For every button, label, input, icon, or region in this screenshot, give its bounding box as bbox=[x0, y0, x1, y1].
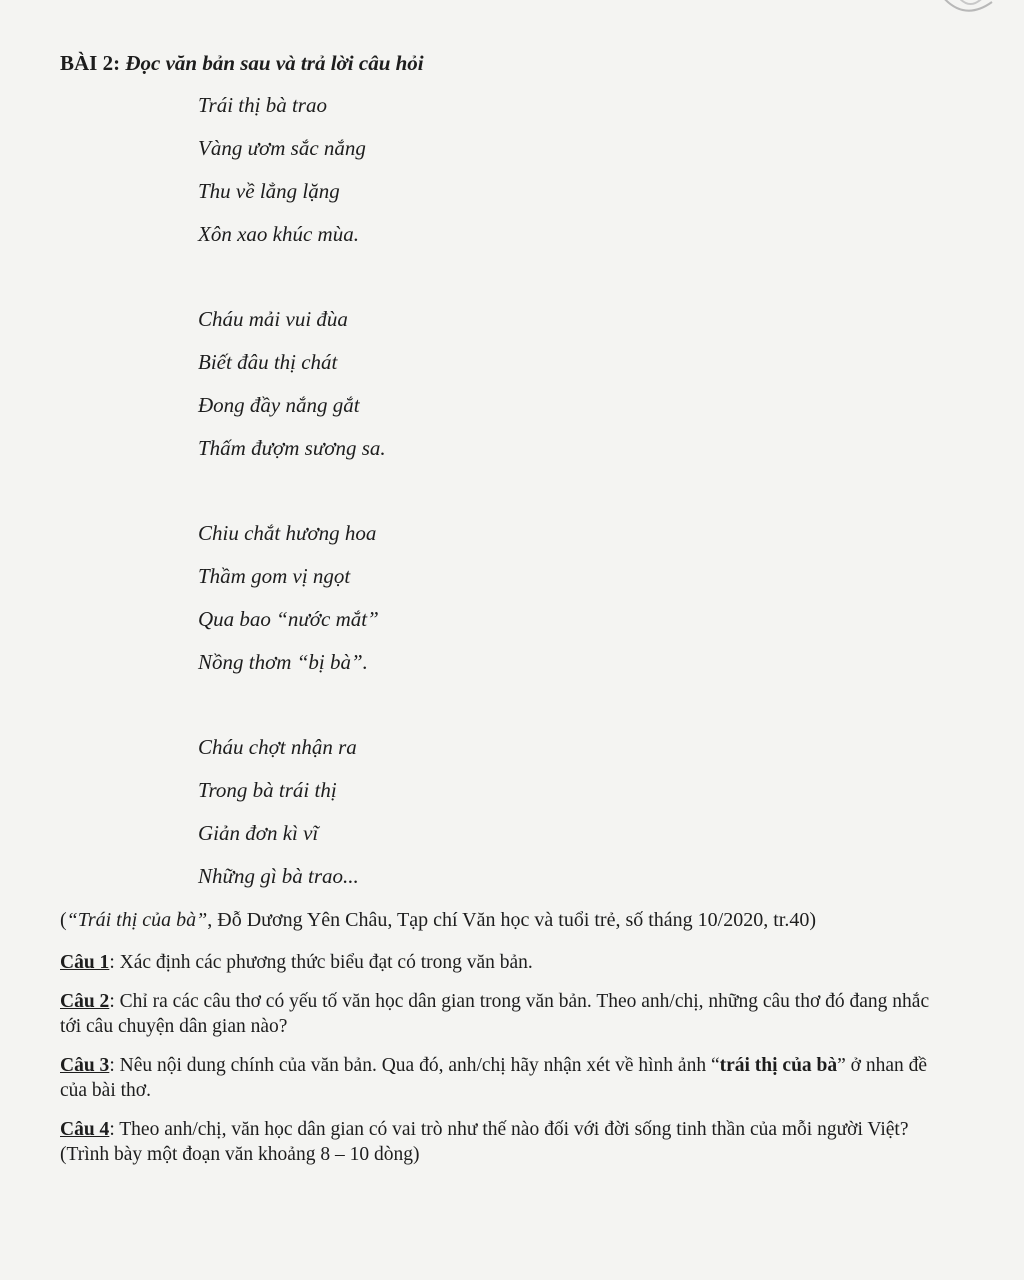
poem-line: Cháu mải vui đùa bbox=[198, 307, 348, 331]
question-separator: : bbox=[109, 952, 120, 973]
poem-source-citation bbox=[60, 906, 816, 934]
question-emphasis: trái thị của bà bbox=[719, 1055, 838, 1076]
poem-line: Thấm đượm sương sa. bbox=[198, 436, 386, 460]
citation-open: ( bbox=[60, 909, 67, 931]
question-1 bbox=[60, 950, 950, 975]
poem-line: Chiu chắt hương hoa bbox=[198, 521, 377, 545]
question-separator: : bbox=[109, 1119, 120, 1140]
question-label: Câu 4 bbox=[60, 1119, 110, 1140]
question-label: Câu 3 bbox=[60, 1055, 110, 1076]
poem-stanza-3 bbox=[198, 518, 386, 690]
poem-line: Thầm gom vị ngọt bbox=[198, 564, 351, 588]
exercise-instruction: Đọc văn bản sau và trả lời câu hỏi bbox=[125, 51, 424, 75]
citation-details: , Đỗ Dương Yên Châu, Tạp chí Văn học và tuổi trẻ, số tháng 10/2020, tr.40) bbox=[207, 909, 817, 931]
poem-line: Nồng thơm “bị bà”. bbox=[198, 650, 368, 674]
poem-line: Thu về lẳng lặng bbox=[198, 179, 340, 203]
poem-line: Trong bà trái thị bbox=[198, 778, 337, 802]
poem bbox=[198, 90, 386, 904]
poem-line: Vàng ươm sắc nắng bbox=[198, 136, 366, 160]
question-label: Câu 1 bbox=[60, 952, 110, 973]
question-text: Theo anh/chị, văn học dân gian có vai trò như thế nào đối với đời sống tinh thần của mỗi người Việt? (Trình bày một đoạn văn khoảng 8 – 10 dòng) bbox=[60, 1119, 909, 1165]
poem-line: Đong đầy nắng gắt bbox=[198, 393, 360, 417]
question-4 bbox=[60, 1117, 950, 1167]
question-2 bbox=[60, 989, 950, 1039]
question-text: Xác định các phương thức biểu đạt có trong văn bản. bbox=[119, 952, 533, 973]
corner-stamp-icon bbox=[934, 0, 1004, 22]
poem-line: Biết đâu thị chát bbox=[198, 350, 338, 374]
poem-line: Trái thị bà trao bbox=[198, 93, 327, 117]
question-list bbox=[60, 950, 950, 1181]
question-text: Nêu nội dung chính của văn bản. Qua đó, anh/chị hãy nhận xét về hình ảnh “ bbox=[119, 1055, 720, 1076]
poem-stanza-4 bbox=[198, 732, 386, 904]
exercise-title bbox=[60, 50, 424, 76]
question-text: Chỉ ra các câu thơ có yếu tố văn học dân gian trong văn bản. Theo anh/chị, những câu thơ đó đang nhắc tới câu chuyện dân gian nào? bbox=[60, 991, 930, 1037]
poem-stanza-2 bbox=[198, 304, 386, 476]
poem-stanza-1 bbox=[198, 90, 386, 262]
exercise-number: BÀI 2: bbox=[60, 51, 121, 75]
citation-work-title: “Trái thị của bà” bbox=[66, 909, 208, 931]
poem-line: Xôn xao khúc mùa. bbox=[198, 222, 359, 246]
poem-line: Giản đơn kì vĩ bbox=[198, 821, 319, 845]
poem-line: Qua bao “nước mắt” bbox=[198, 607, 379, 631]
question-text-end: ” ở nhan đề của bài thơ. bbox=[60, 1055, 928, 1101]
poem-line: Những gì bà trao... bbox=[198, 864, 359, 888]
question-3 bbox=[60, 1053, 950, 1103]
question-separator: : bbox=[109, 1055, 120, 1076]
question-label: Câu 2 bbox=[60, 991, 110, 1012]
poem-line: Cháu chợt nhận ra bbox=[198, 735, 357, 759]
question-separator: : bbox=[109, 991, 120, 1012]
